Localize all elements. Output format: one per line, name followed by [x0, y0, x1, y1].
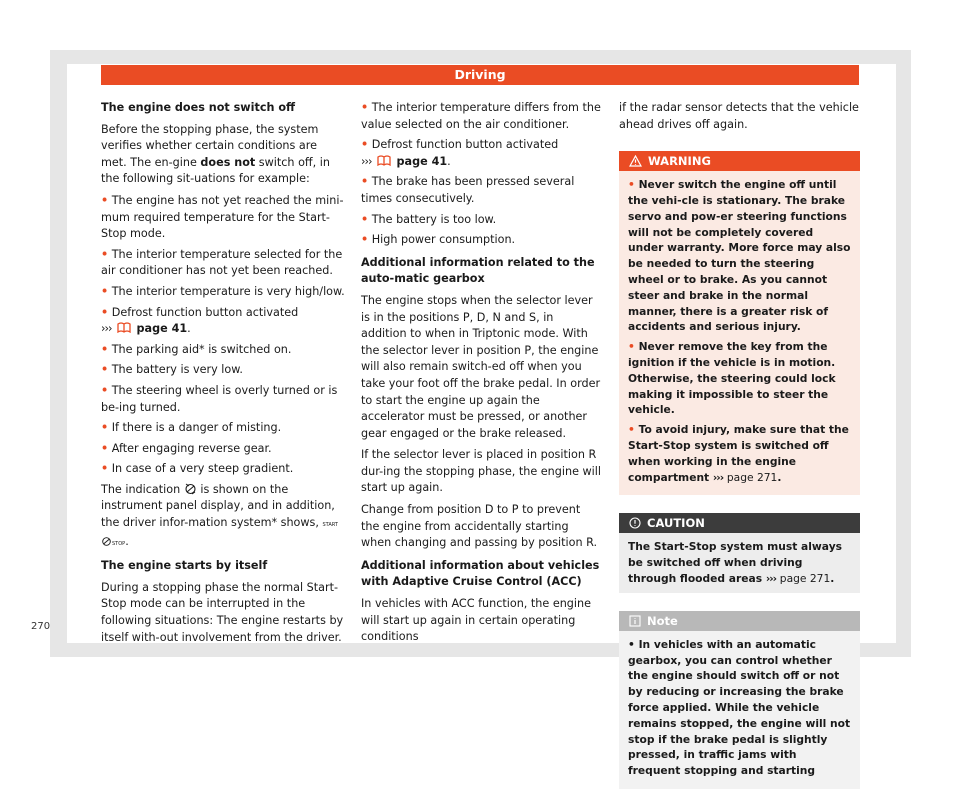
warning-body	[619, 171, 860, 495]
list-item: • To avoid injury, make sure that the Start-Stop system is switched off when working in the engine compartment ››› page 271.	[628, 423, 849, 484]
list-item: • The battery is too low.	[361, 212, 497, 226]
book-icon	[377, 155, 391, 166]
heading-engine-not-off: The engine does not switch off	[101, 101, 296, 114]
note-header: Note	[619, 611, 860, 631]
note-body	[619, 631, 860, 789]
intro-paragraph: Before the stopping phase, the system verifies whether certain conditions are met. The en-gine does not switch off, in the following sit-uations for example:	[101, 122, 330, 186]
page-number: 270	[31, 621, 51, 632]
start-stop-icon	[184, 483, 197, 495]
paragraph: In vehicles with ACC function, the engine will start up again in certain operating conditions	[361, 597, 591, 644]
column-2	[361, 100, 601, 651]
list-item: • The interior temperature selected for the air conditioner has not yet been reached.	[101, 247, 343, 278]
list-item: • The battery is very low.	[101, 363, 243, 377]
warning-box	[619, 151, 860, 495]
heading-engine-starts: The engine starts by itself	[101, 559, 268, 573]
note-box	[619, 611, 860, 789]
list-item: • The steering wheel is overly turned or is be-ing turned.	[101, 383, 338, 414]
list-item: • After engaging reverse gear.	[101, 441, 272, 455]
start-stop-display-icon	[101, 536, 112, 547]
page-link[interactable]: page 41	[136, 322, 188, 336]
paragraph: If the selector lever is placed in position R dur-ing the stopping phase, the engine will start up again.	[361, 448, 601, 495]
caution-box	[619, 513, 860, 592]
heading-acc: Additional information about vehicles with Adaptive Cruise Control (ACC)	[361, 558, 600, 589]
list-item: • Never switch the engine off until the vehi-cle is stationary. The brake servo and pow-er steering functions will not be completely covered under warranty. More force may also be needed to turn the steering wheel or to brake. As you cannot steer and brake in the normal manner, there is a greater risk of accidents and serious injury.	[628, 178, 851, 334]
section-header: Driving	[101, 65, 859, 85]
list-item: • The parking aid* is switched on.	[101, 342, 292, 356]
page-link[interactable]: page 271	[779, 571, 831, 585]
indication-paragraph: The indication is shown on the instrument panel display, and in addition, the driver infor-mation system* shows, STARTSTOP.	[101, 482, 338, 548]
list-item: • The brake has been pressed several times consecutively.	[361, 175, 575, 205]
starts-paragraph: During a stopping phase the normal Start-Stop mode can be interrupted in the following situations: The engine restarts by itself with-out involvement from the driver.	[101, 580, 344, 644]
column-1	[101, 100, 345, 651]
caution-info-icon	[629, 517, 641, 529]
warning-triangle-icon	[629, 155, 642, 167]
caution-header: CAUTION	[619, 513, 860, 533]
list-item: • Never remove the key from the ignition if the vehicle is in motion. Otherwise, the steering could lock making it impossible to steer the vehicle.	[628, 340, 836, 417]
paragraph: The engine stops when the selector lever is in the positions P, D, N and S, in addition to when in Triptonic mode. With the selector lever in position P, the engine will also remain switch-ed off when you take your foot off the brake pedal. In order to start the engine up again the accelerator must be pressed, or another gear engaged or the brake released.	[361, 293, 601, 440]
list-item: • If there is a danger of misting.	[101, 421, 282, 435]
heading-automatic-gearbox: Additional information related to the auto-matic gearbox	[361, 255, 595, 286]
warning-header: WARNING	[619, 151, 860, 171]
list-item: • In vehicles with an automatic gearbox, you can control whether the engine should switch off or not by reducing or increasing the brake force applied. While the vehicle remains stopped, the engine will not stop if the brake pedal is slightly pressed, in traffic jams with frequent stopping and starting	[628, 637, 851, 778]
note-info-icon	[629, 615, 641, 627]
list-item: • The interior temperature differs from the value selected on the air conditioner.	[361, 101, 601, 131]
list-item: • High power consumption.	[361, 233, 516, 247]
caution-body: The Start-Stop system must always be switched off when driving through flooded areas ››› page 271.	[628, 540, 843, 585]
column-3	[619, 100, 860, 789]
list-item-defrost: • Defrost function button activated ››› page 41.	[361, 138, 559, 168]
list-item: • In case of a very steep gradient.	[101, 462, 294, 476]
list-item: • The interior temperature is very high/low.	[101, 284, 345, 298]
list-item: • The engine has not yet reached the mini-mum required temperature for the Start-Stop mode.	[101, 193, 344, 241]
page-link[interactable]: page 271	[726, 470, 778, 484]
page-link[interactable]: page 41	[396, 154, 448, 168]
list-item-defrost: • Defrost function button activated ››› page 41.	[101, 305, 299, 336]
paragraph: Change from position D to P to prevent the engine from accidentally starting when changing and passing by position R.	[361, 503, 598, 550]
paragraph: if the radar sensor detects that the vehicle ahead drives off again.	[619, 101, 859, 131]
book-icon	[117, 322, 131, 333]
